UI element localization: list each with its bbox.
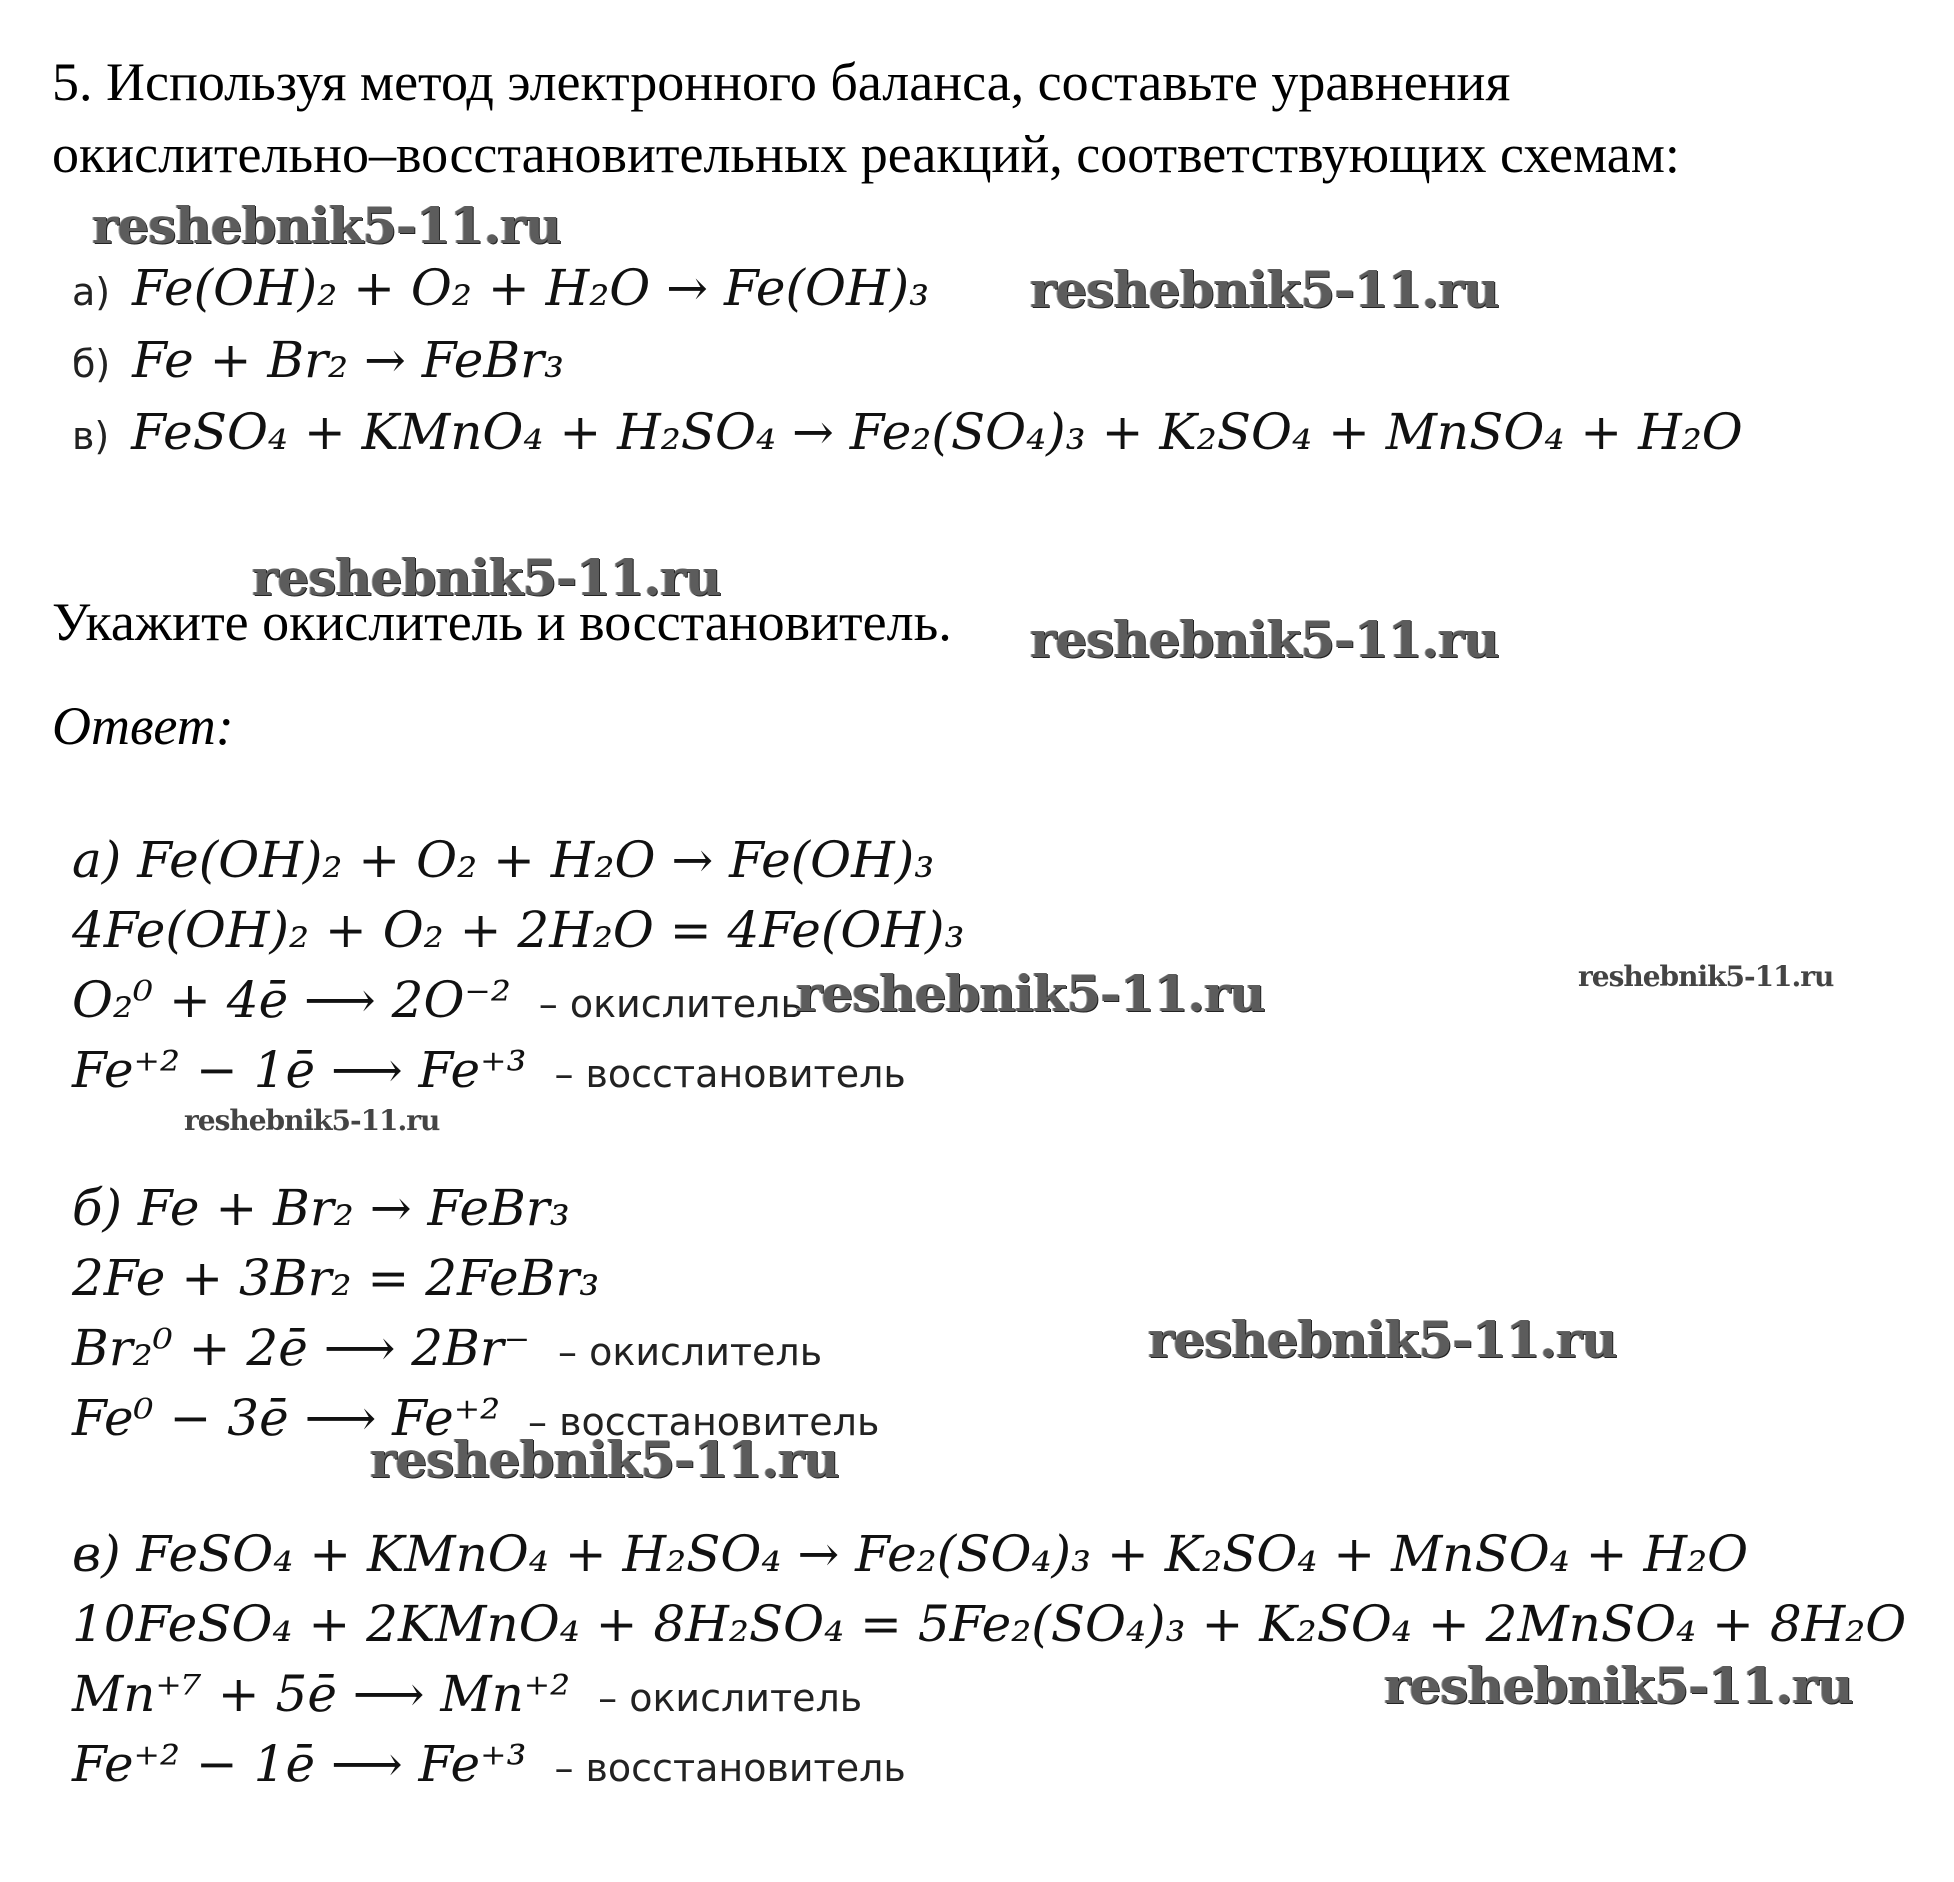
watermark: reshebnik5-11.ru (92, 196, 561, 255)
watermark: reshebnik5-11.ru (252, 548, 721, 607)
watermark: reshebnik5-11.ru (1384, 1656, 1853, 1715)
instruction: Укажите окислитель и восстановитель. (52, 592, 952, 652)
answer-v-half1-eq: Mn⁺⁷ + 5ē ⟶ Mn⁺² (72, 1665, 571, 1723)
task-statement (52, 46, 1912, 190)
answer-a-half2-eq: Fe⁺² − 1ē ⟶ Fe⁺³ (72, 1041, 527, 1099)
scheme-b-equation: Fe + Br₂ → FeBr₃ (132, 331, 565, 389)
answer-v-half2 (72, 1734, 906, 1798)
answer-v-balanced: 10FeSO₄ + 2KMnO₄ + 8H₂SO₄ = 5Fe₂(SO₄)₃ + K₂SO₄ + 2MnSO₄ + 8H₂O (72, 1595, 1907, 1653)
answer-v-half1-role: – окислитель (598, 1676, 863, 1720)
answer-b-half1 (72, 1318, 822, 1382)
answer-b-balanced: 2Fe + 3Br₂ = 2FeBr₃ (72, 1249, 600, 1307)
answer-v-half1 (72, 1664, 862, 1728)
answer-a-scheme: а) Fe(OH)₂ + O₂ + H₂O → Fe(OH)₃ (72, 831, 935, 889)
watermark: reshebnik5-11.ru (370, 1430, 839, 1489)
scheme-a (72, 258, 929, 322)
answer-v-half2-eq: Fe⁺² − 1ē ⟶ Fe⁺³ (72, 1735, 527, 1793)
answer-a-half1 (72, 970, 803, 1034)
answer-a-half1-eq: O₂⁰ + 4ē ⟶ 2O⁻² (72, 971, 511, 1029)
watermark: reshebnik5-11.ru (1578, 960, 1834, 993)
answer-a-half2 (72, 1040, 906, 1104)
task-line-2: окислительно–восстановительных реакций, соответствующих схемам: (52, 124, 1680, 184)
answer-b-half1-role: – окислитель (558, 1330, 823, 1374)
answer-heading: Ответ: (52, 696, 234, 756)
scheme-a-equation: Fe(OH)₂ + O₂ + H₂O → Fe(OH)₃ (132, 259, 930, 317)
answer-a-balanced: 4Fe(OH)₂ + O₂ + 2H₂O = 4Fe(OH)₃ (72, 901, 965, 959)
watermark: reshebnik5-11.ru (184, 1104, 440, 1137)
task-line-1: 5. Используя метод электронного баланса, составьте уравнения (52, 52, 1511, 112)
answer-b-half2-eq: Fe⁰ − 3ē ⟶ Fe⁺² (72, 1389, 501, 1447)
answer-v-scheme: в) FeSO₄ + KMnO₄ + H₂SO₄ → Fe₂(SO₄)₃ + K₂SO₄ + MnSO₄ + H₂O (72, 1525, 1749, 1583)
answer-a-half1-role: – окислитель (538, 982, 803, 1026)
answer-b-half2-role: – восстановитель (528, 1400, 880, 1444)
scheme-v (72, 402, 1743, 466)
scheme-b (72, 330, 564, 394)
answer-v-half2-role: – восстановитель (554, 1746, 906, 1790)
watermark: reshebnik5-11.ru (1030, 610, 1499, 669)
answer-b-half1-eq: Br₂⁰ + 2ē ⟶ 2Br⁻ (72, 1319, 531, 1377)
answer-a-half2-role: – восстановитель (554, 1052, 906, 1096)
scheme-b-label: б) (72, 342, 111, 386)
watermark: reshebnik5-11.ru (1148, 1310, 1617, 1369)
scheme-v-label: в) (72, 414, 110, 458)
scheme-v-equation: FeSO₄ + KMnO₄ + H₂SO₄ → Fe₂(SO₄)₃ + K₂SO₄ + MnSO₄ + H₂O (131, 403, 1743, 461)
answer-b-scheme: б) Fe + Br₂ → FeBr₃ (72, 1179, 570, 1237)
scheme-a-label: а) (72, 270, 111, 314)
watermark: reshebnik5-11.ru (796, 964, 1265, 1023)
watermark: reshebnik5-11.ru (1030, 260, 1499, 319)
